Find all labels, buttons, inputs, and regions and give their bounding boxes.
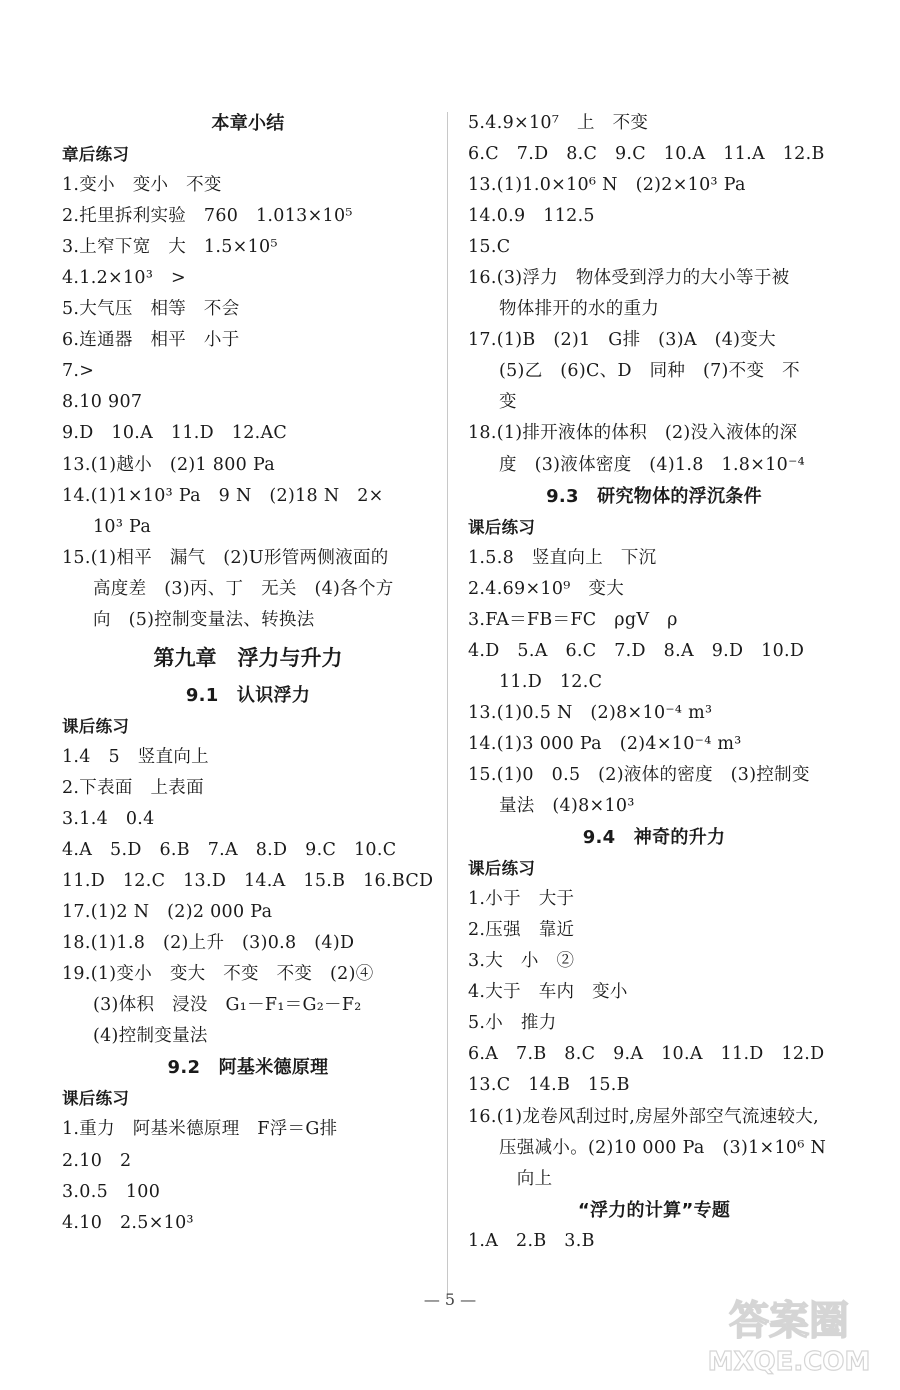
answer-line: 4.A 5.D 6.B 7.A 8.D 9.C 10.C (62, 840, 397, 861)
answer-line: 13.(1)1.0×10⁶ N (2)2×10³ Pa (468, 175, 746, 196)
page-number: — 5 — (423, 1290, 477, 1309)
subsection-label: 课后练习 (62, 1089, 130, 1109)
section-title: 9.3 研究物体的浮沉条件 (546, 485, 762, 507)
answer-line: 3.上窄下宽 大 1.5×10⁵ (62, 237, 278, 258)
answer-line: 1.A 2.B 3.B (468, 1230, 595, 1251)
left-column (62, 108, 434, 1239)
answer-line: 变 (499, 392, 517, 413)
answer-line: 2.4.69×10⁹ 变大 (468, 578, 625, 599)
answer-line: (5)乙 (6)C、D 同种 (7)不变 不 (499, 361, 800, 382)
subsection-label: 章后练习 (62, 145, 130, 165)
column-divider (447, 112, 448, 1294)
answer-line: 13.C 14.B 15.B (468, 1075, 630, 1096)
section-title: 9.2 阿基米德原理 (167, 1057, 329, 1079)
watermark-text: 答案圈 (729, 1298, 849, 1344)
answer-line: 16.(1)龙卷风刮过时,房屋外部空气流速较大, (468, 1106, 819, 1127)
answer-line: 14.(1)3 000 Pa (2)4×10⁻⁴ m³ (468, 733, 742, 754)
answer-line: 11.D 12.C 13.D 14.A 15.B 16.BCD (62, 871, 434, 892)
answer-line: 4.D 5.A 6.C 7.D 8.A 9.D 10.D (468, 640, 805, 661)
answer-line: 11.D 12.C (499, 671, 603, 692)
answer-line: 5.4.9×10⁷ 上 不变 (468, 113, 649, 133)
answer-line: 1.变小 变小 不变 (62, 175, 222, 196)
subsection-label: 课后练习 (468, 517, 536, 537)
answer-line: 6.A 7.B 8.C 9.A 10.A 11.D 12.D (468, 1044, 825, 1065)
answer-line: 15.C (468, 237, 511, 258)
answer-line: 量法 (4)8×10³ (499, 796, 635, 817)
answer-line: (3)体积 浸没 G₁－F₁＝G₂－F₂ (93, 995, 362, 1016)
answer-line: 物体排开的水的重力 (499, 299, 660, 320)
answer-line: 2.压强 靠近 (468, 920, 575, 941)
answer-line: 15.(1)0 0.5 (2)液体的密度 (3)控制变 (468, 764, 810, 785)
answer-line: 1.小于 大于 (468, 889, 575, 910)
watermark-url: MXQE.COM (707, 1347, 871, 1377)
answer-line: 向 (5)控制变量法、转换法 (93, 609, 315, 630)
answer-line: 高度差 (3)丙、丁 无关 (4)各个方 (93, 578, 394, 599)
answer-line: 向上 (499, 1168, 553, 1189)
chapter-title: 第九章 浮力与升力 (153, 645, 343, 670)
answer-line: 3.0.5 100 (62, 1181, 161, 1202)
answer-line: 6.C 7.D 8.C 9.C 10.A 11.A 12.B (468, 144, 825, 165)
answer-line: 3.大 小 ② (468, 951, 575, 972)
answer-line: 4.大于 车内 变小 (468, 982, 628, 1003)
section-title: 本章小结 (211, 113, 285, 134)
section-title: 9.4 神奇的升力 (582, 827, 726, 849)
answer-line: 10³ Pa (93, 516, 152, 537)
answer-line: 压强减小。(2)10 000 Pa (3)1×10⁶ N (499, 1137, 827, 1158)
answer-line: 17.(1)2 N (2)2 000 Pa (62, 902, 273, 923)
answer-line: 1.5.8 竖直向上 下沉 (468, 547, 657, 568)
answer-line: 14.(1)1×10³ Pa 9 N (2)18 N 2× (62, 485, 384, 506)
answer-line: 3.FA＝FB＝FC ρgV ρ (468, 609, 678, 630)
answer-line: 18.(1)排开液体的体积 (2)没入液体的深 (468, 423, 798, 444)
answer-line: 4.10 2.5×10³ (62, 1212, 194, 1233)
answer-line: 9.D 10.A 11.D 12.AC (62, 423, 288, 444)
answer-line: 1.4 5 竖直向上 (62, 746, 209, 767)
answer-line: 15.(1)相平 漏气 (2)U形管两侧液面的 (62, 547, 389, 568)
answer-line: 1.重力 阿基米德原理 F浮＝G排 (62, 1119, 338, 1140)
answer-line: 4.1.2×10³ > (62, 268, 186, 289)
answer-line: 3.1.4 0.4 (62, 808, 155, 829)
section-title: 9.1 认识浮力 (185, 684, 311, 706)
answer-line: 7.> (62, 361, 95, 382)
answer-line: 6.连通器 相平 小于 (62, 330, 240, 351)
answer-line: 2.10 2 (62, 1150, 132, 1171)
answer-line: 13.(1)0.5 N (2)8×10⁻⁴ m³ (468, 702, 713, 723)
section-title: “浮力的计算”专题 (577, 1199, 731, 1221)
answer-line: 16.(3)浮力 物体受到浮力的大小等于被 (468, 268, 790, 289)
answer-line: 8.10 907 (62, 392, 143, 413)
subsection-label: 课后练习 (468, 859, 536, 879)
answer-line: (4)控制变量法 (93, 1026, 208, 1047)
answer-line: 5.大气压 相等 不会 (62, 299, 240, 320)
answer-line: 18.(1)1.8 (2)上升 (3)0.8 (4)D (62, 933, 355, 954)
answer-line: 17.(1)B (2)1 G排 (3)A (4)变大 (468, 330, 776, 351)
answer-line: 度 (3)液体密度 (4)1.8 1.8×10⁻⁴ (499, 454, 805, 475)
answer-line: 19.(1)变小 变大 不变 不变 (2)④ (62, 964, 374, 985)
answer-line: 2.托里拆利实验 760 1.013×10⁵ (62, 206, 353, 227)
answer-line: 13.(1)越小 (2)1 800 Pa (62, 454, 275, 475)
watermark-logo (694, 1288, 884, 1378)
answer-line: 5.小 推力 (468, 1013, 557, 1034)
answer-line: 2.下表面 上表面 (62, 777, 204, 798)
right-column (468, 108, 840, 1257)
answer-line: 14.0.9 112.5 (468, 206, 595, 227)
subsection-label: 课后练习 (62, 716, 130, 736)
